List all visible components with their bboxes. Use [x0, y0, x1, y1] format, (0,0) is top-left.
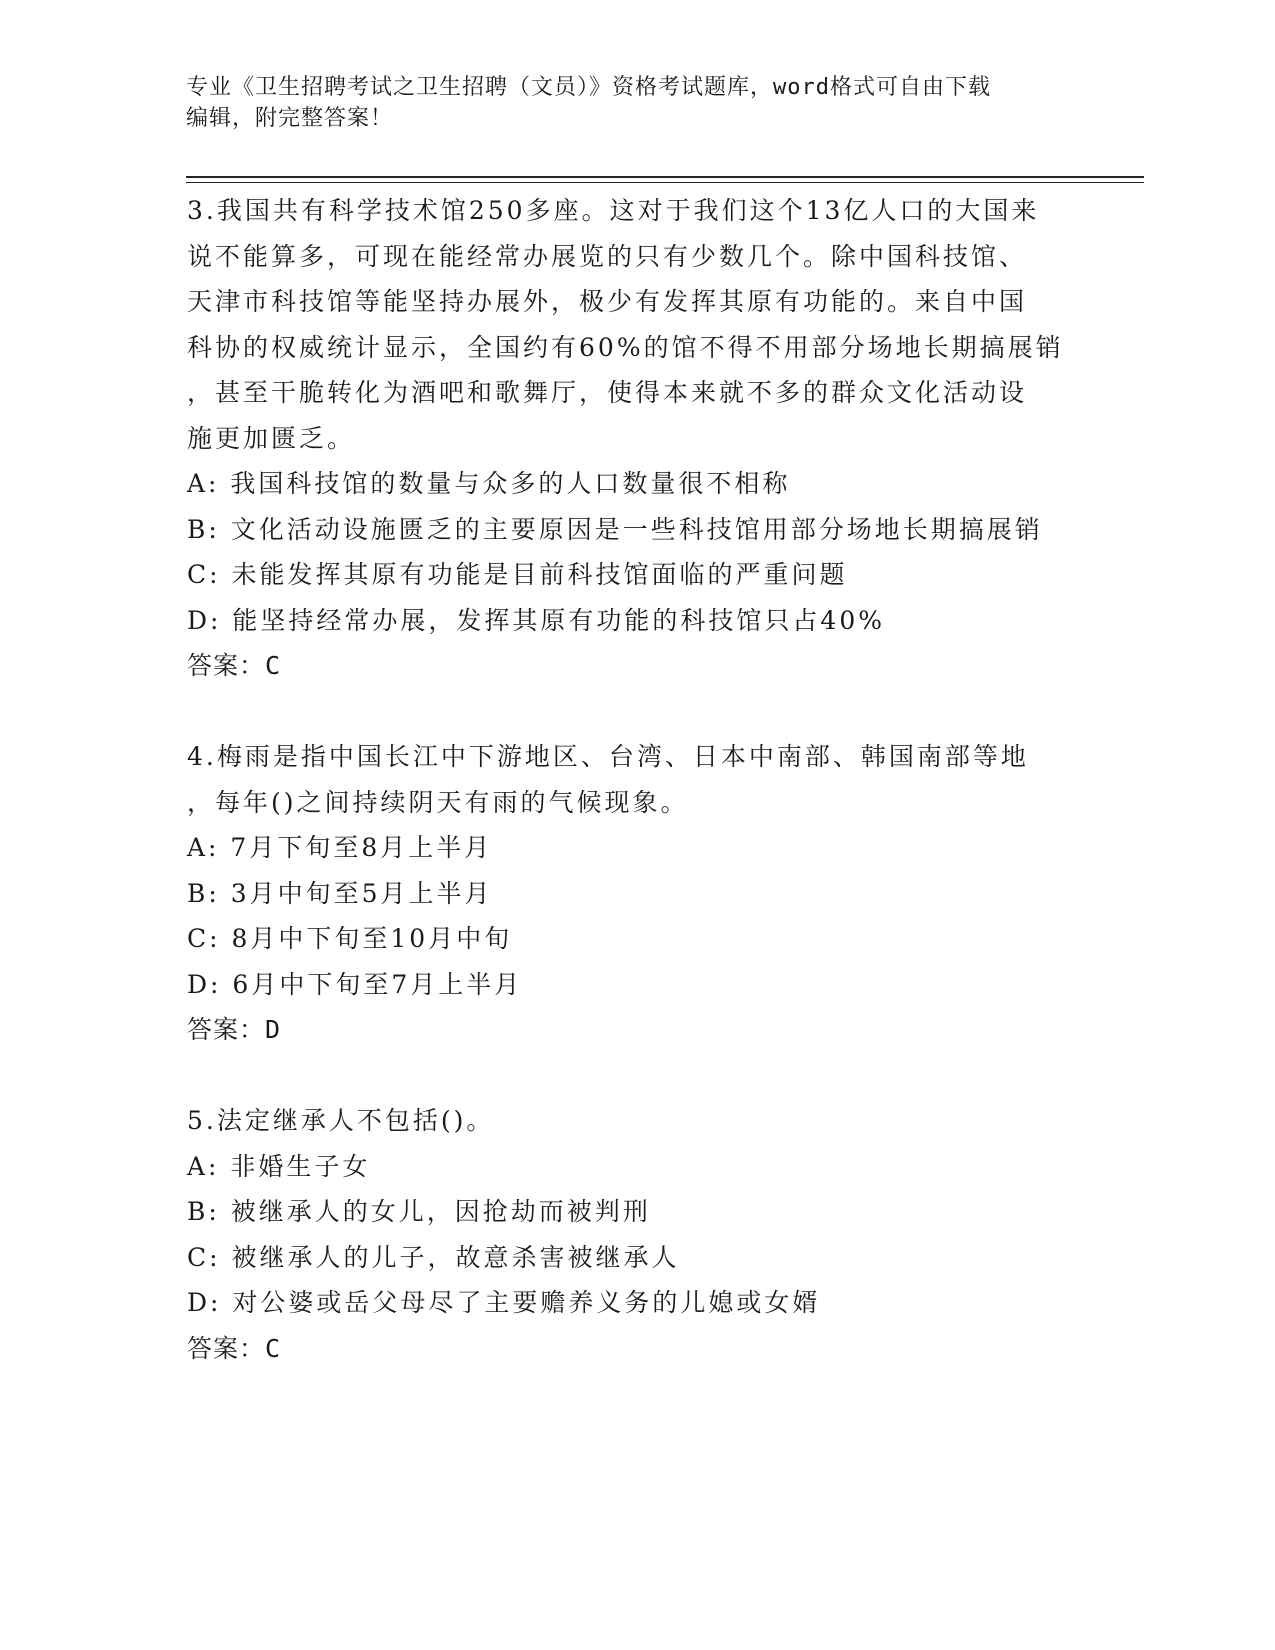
option-d: D: 能坚持经常办展，发挥其原有功能的科技馆只占40%: [187, 605, 885, 635]
question-list: [187, 188, 1087, 1371]
option-c: C: 8月中下旬至10月中旬: [187, 924, 513, 953]
question-text-line: 科协的权威统计显示，全国约有60%的馆不得不用部分场地长期搞展销: [187, 332, 1064, 362]
question-text-line: 说不能算多，可现在能经常办展览的只有少数几个。除中国科技馆、: [187, 241, 1028, 271]
option-c: C: 未能发挥其原有功能是目前科技馆面临的严重问题: [187, 560, 848, 589]
option-c: C: 被继承人的儿子，故意杀害被继承人: [187, 1242, 680, 1272]
header-divider-thick: [186, 176, 1144, 178]
question-4: [187, 734, 1087, 1053]
question-5: [187, 1098, 1087, 1371]
header-line: 专业《卫生招聘考试之卫生招聘（文员）》资格考试题库，word格式可自由下载: [186, 75, 991, 100]
question-text-line: 3.我国共有科学技术馆250多座。这对于我们这个13亿人口的大国来: [187, 196, 1040, 225]
option-b: B: 被继承人的女儿，因抢劫而被判刑: [187, 1197, 651, 1226]
header-line: 编辑，附完整答案！: [186, 106, 394, 131]
option-d: D: 6月中下旬至7月上半月: [187, 969, 523, 999]
option-b: B: 3月中旬至5月上半月: [187, 878, 493, 908]
question-3: [187, 188, 1087, 689]
option-b: B: 文化活动设施匮乏的主要原因是一些科技馆用部分场地长期搞展销: [187, 514, 1043, 544]
answer-line: 答案：C: [187, 651, 282, 680]
option-d: D: 对公婆或岳父母尽了主要赡养义务的儿媳或女婿: [187, 1288, 821, 1317]
document-header: [186, 72, 1086, 134]
question-spacer: [187, 689, 1087, 735]
question-text-line: 天津市科技馆等能坚持办展外，极少有发挥其原有功能的。来自中国: [187, 287, 1028, 316]
answer-line: 答案：C: [187, 1333, 282, 1363]
question-text-line: ，甚至干脆转化为酒吧和歌舞厅，使得本来就不多的群众文化活动设: [187, 378, 1028, 407]
question-text-line: ，每年()之间持续阴天有雨的气候现象。: [187, 787, 689, 817]
option-a: A: 非婚生子女: [187, 1151, 371, 1181]
question-text-line: 施更加匮乏。: [187, 423, 356, 453]
question-text-line: 4.梅雨是指中国长江中下游地区、台湾、日本中南部、韩国南部等地: [187, 742, 1029, 771]
answer-line: 答案：D: [187, 1015, 282, 1044]
question-text-line: 5.法定继承人不包括()。: [187, 1106, 495, 1135]
option-a: A: 我国科技馆的数量与众多的人口数量很不相称: [187, 469, 791, 498]
option-a: A: 7月下旬至8月上半月: [187, 833, 493, 862]
header-divider-thin: [186, 182, 1144, 183]
question-spacer: [187, 1053, 1087, 1099]
